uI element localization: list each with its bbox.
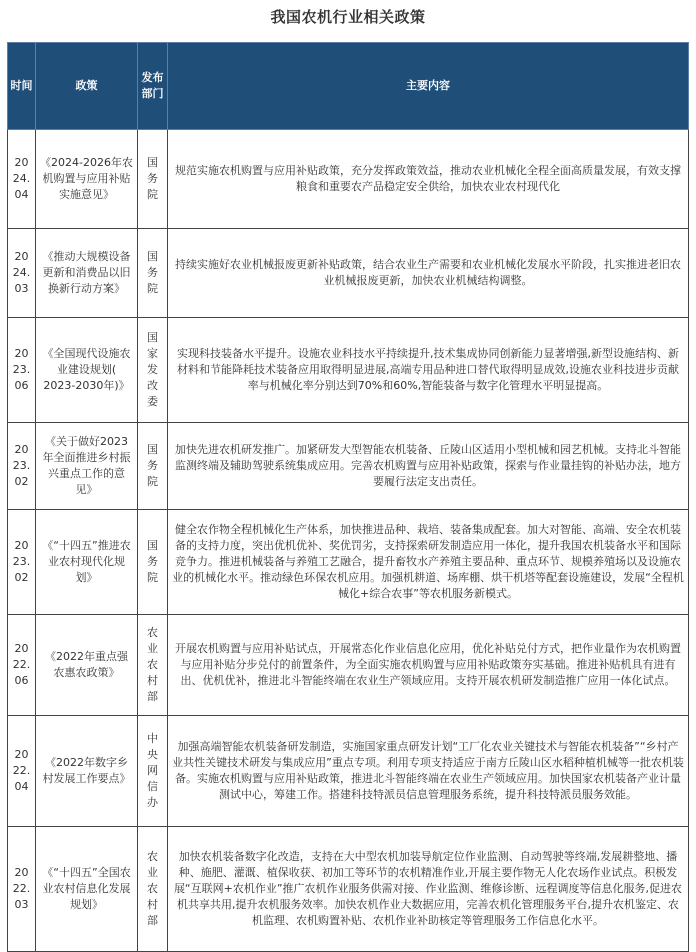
cell-dept: 国务院: [138, 510, 168, 615]
cell-content: 加快农机装备数字化改造，支持在大中型农机加装导航定位作业监测、自动驾驶等终端,发展耕整地、播种、施肥、灌溉、植保收获、初加工等环节的农机精准作业,开展主要作物无人化农场作业试点。积极发展“互联网+农机作业”推广农机作业服务供需对接、作业监测、维修诊断、远程调度等信息化服务,促进农机共享共用,提升农机服务效率。加快农机作业大数据应用，完善农机化管理服务平台,提升农机鉴定、农机监理、农机购置补贴、农机作业补助核定等管理服务工作信息化水平。: [168, 827, 689, 952]
cell-time: 2024.04: [8, 130, 36, 229]
cell-policy: 《“十四五”全国农业农村信息化发展规划》: [36, 827, 138, 952]
cell-time: 2023.02: [8, 423, 36, 510]
page-title: 我国农机行业相关政策: [270, 8, 426, 26]
cell-policy: 《全国现代设施农业建设规划( 2023-2030年)》: [36, 318, 138, 423]
cell-policy: 《2022年数字乡村发展工作要点》: [36, 716, 138, 827]
table-row: [8, 510, 689, 615]
header-time: 时间: [8, 43, 36, 130]
table-row: [8, 423, 689, 510]
cell-time: 2022.06: [8, 615, 36, 716]
table-header-row: [8, 43, 689, 130]
table-row: [8, 318, 689, 423]
cell-content: 健全农作物全程机械化生产体系，加快推进品种、栽培、装备集成配套。加大对智能、高端、安全农机装备的支持力度，突出优机优补、奖优罚劣，支持探索研发制造应用一体化，提升我国农机装备水平和国际竞争力。推进机械装备与养殖工艺融合，提升畜牧水产养殖主要品种、重点环节、规模养殖场以及设施农业的机械化水平。推动绿色环保农机应用。加强机耕道、场库棚、烘干机塔等配套设施建设，发展“全程机械化+综合农事”等农机服务新模式。: [168, 510, 689, 615]
table-row: [8, 130, 689, 229]
cell-content: 开展农机购置与应用补贴试点，开展常态化作业信息化应用，优化补贴兑付方式，把作业量作为农机购置与应用补贴分步兑付的前置条件，为全面实施农机购置与应用补贴政策夯实基础。推进补贴机具有进有出、优机优补，推进北斗智能终端在农业生产领域应用。支持开展农机研发制造推广应用一体化试点。: [168, 615, 689, 716]
cell-content: 规范实施农机购置与应用补贴政策，充分发挥政策效益，推动农业机械化全程全面高质量发展，有效支撑粮食和重要农产品稳定安全供给，加快农业农村现代化: [168, 130, 689, 229]
table-row: [8, 229, 689, 318]
cell-policy: 《推动大规模设备更新和消费品以旧换新行动方案》: [36, 229, 138, 318]
cell-time: 2024.03: [8, 229, 36, 318]
cell-dept: 国务院: [138, 130, 168, 229]
header-policy: 政策: [36, 43, 138, 130]
cell-time: 2022.03: [8, 827, 36, 952]
policy-table: [7, 42, 689, 952]
cell-time: 2023.02: [8, 510, 36, 615]
cell-content: 加快先进农机研发推广。加紧研发大型智能农机装备、丘陵山区适用小型机械和园艺机械。支持北斗智能监测终端及辅助驾驶系统集成应用。完善农机购置与应用补贴政策，探索与作业量挂钩的补贴办法，地方要履行法定支出责任。: [168, 423, 689, 510]
cell-policy: 《关于做好2023年全面推进乡村振兴重点工作的意见》: [36, 423, 138, 510]
header-content: 主要内容: [168, 43, 689, 130]
cell-time: 2022.04: [8, 716, 36, 827]
cell-dept: 国务院: [138, 423, 168, 510]
header-dept: 发布部门: [138, 43, 168, 130]
cell-content: 实现科技装备水平提升。设施农业科技水平持续提升,技术集成协同创新能力显著增强,新型设施结构、新材料和节能降耗技术装备应用取得明显进展,高端专用品种进口替代取得明显成效,设施农业科技进步贡献率与机械化率分别达到70%和60%,智能装备与数字化管理水平明显提高。: [168, 318, 689, 423]
cell-time: 2023.06: [8, 318, 36, 423]
cell-content: 加强高端智能农机装备研发制造，实施国家重点研发计划“工厂化农业关键技术与智能农机装备”“乡村产业共性关键技术研发与集成应用”重点专项。利用专项支持适应于南方丘陵山区水稻种植机械等一批农机装备。实施农机购置与应用补贴政策，推进北斗智能终端在农业生产领域应用。加快国家农机装备产业计量测试中心，筹建工作。搭建科技特派员信息管理服务系统，提升科技特派员服务效能。: [168, 716, 689, 827]
cell-dept: 农业农村部: [138, 827, 168, 952]
cell-policy: 《“十四五”推进农业农村现代化规划》: [36, 510, 138, 615]
cell-dept: 国务院: [138, 229, 168, 318]
cell-content: 持续实施好农业机械报废更新补贴政策，结合农业生产需要和农业机械化发展水平阶段，扎实推进老旧农业机械报废更新，加快农业机械结构调整。: [168, 229, 689, 318]
cell-dept: 农业农村部: [138, 615, 168, 716]
table-row: [8, 615, 689, 716]
table-row: [8, 827, 689, 952]
cell-policy: 《2024-2026年农机购置与应用补贴实施意见》: [36, 130, 138, 229]
cell-dept: 中央网信办: [138, 716, 168, 827]
table-row: [8, 716, 689, 827]
cell-dept: 国家发改委: [138, 318, 168, 423]
cell-policy: 《2022年重点强农惠农政策》: [36, 615, 138, 716]
